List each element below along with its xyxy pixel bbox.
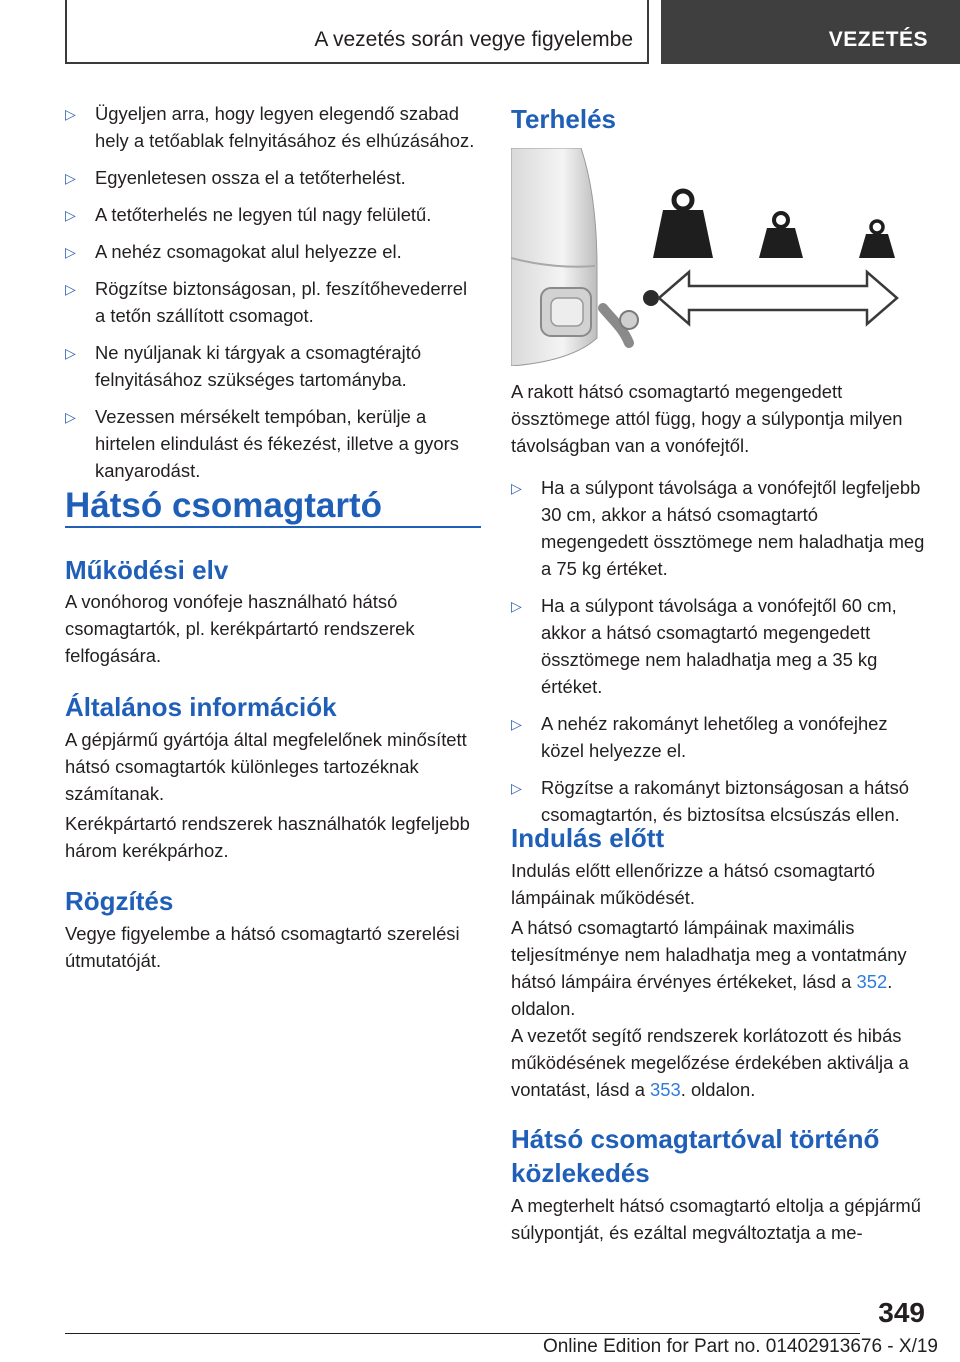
triangle-bullet-icon: ▷: [511, 716, 522, 732]
heading-driving-with-carrier: Hátsó csomagtartóval történő közlekedés: [511, 1124, 880, 1188]
load-distance-illustration: [511, 148, 925, 366]
list-item: ▷ Rögzítse biztonságosan, pl. feszítőhevederrel a tetőn szállított csomagot.: [65, 278, 468, 326]
list-item: ▷ A nehéz rakományt lehetőleg a vonófejhez közel helyezze el.: [511, 713, 888, 761]
figure-caption: A rakott hátsó csomagtartó megengedett össztömege attól függ, hogy a súlypontja milyen távolságban van a vonófejtől.: [511, 381, 903, 456]
before-departure-text-3: A vezetőt segítő rendszerek korlátozott és hibás működésének megelőzése érdekében aktiválja a vontatást, lásd a 353. oldalon.: [511, 1025, 909, 1100]
triangle-bullet-icon: ▷: [511, 780, 522, 796]
heading-before-departure: Indulás előtt: [511, 823, 665, 853]
section-tab-label: VEZETÉS: [828, 28, 928, 51]
triangle-bullet-icon: ▷: [511, 480, 522, 496]
list-item: ▷ Ne nyúljanak ki tárgyak a csomagtérajtó felnyitásához szükséges tartományba.: [65, 342, 422, 390]
triangle-bullet-icon: ▷: [65, 207, 76, 223]
triangle-bullet-icon: ▷: [65, 409, 76, 425]
heading-load: Terhelés: [511, 104, 617, 134]
edition-footer: Online Edition for Part no. 01402913676 - X/19: [542, 1336, 938, 1357]
triangle-bullet-icon: ▷: [65, 281, 76, 297]
list-item: ▷ Ügyeljen arra, hogy legyen elegendő szabad hely a tetőablak felnyitásához és elhúzásához.: [65, 103, 475, 151]
heading-working-principle: Működési elv: [65, 555, 229, 585]
section-tab: [661, 0, 960, 64]
page-link-353[interactable]: 353: [650, 1079, 681, 1100]
weight-small-icon: [859, 221, 895, 258]
list-item: ▷ A tetőterhelés ne legyen túl nagy felületű.: [65, 201, 481, 228]
list-item: ▷ Vezessen mérsékelt tempóban, kerülje a hirtelen elindulást és fékezést, illetve a gyors kanyarodást.: [65, 406, 459, 481]
weight-medium-icon: [759, 213, 803, 258]
section-title-rule: [65, 526, 481, 528]
page-number: 349: [878, 1297, 925, 1328]
distance-arrow: [659, 272, 897, 324]
load-rules-list: [511, 474, 925, 828]
triangle-bullet-icon: ▷: [511, 598, 522, 614]
list-item: ▷ Ha a súlypont távolsága a vonófejtől 60 cm, akkor a hátsó csomagtartó megengedett össztömege nem haladhatja meg a 35 kg értéket.: [511, 595, 897, 697]
general-info-text-1: A gépjármű gyártója által megfelelőnek minősített hátsó csomagtartók különleges tartozéknak számítanak.: [65, 729, 467, 804]
general-info-text-2: Kerékpártartó rendszerek használhatók legfeljebb három kerékpárhoz.: [65, 813, 470, 861]
running-header: [65, 0, 649, 64]
working-principle-text: A vonóhorog vonófeje használható hátsó csomagtartók, pl. kerékpártartó rendszerek felfogására.: [65, 591, 415, 666]
tow-hitch-diagram: [511, 148, 925, 366]
heading-mounting: Rögzítés: [65, 886, 174, 916]
heading-general-info: Általános információk: [65, 692, 337, 722]
weight-large-icon: [653, 191, 713, 258]
list-item: ▷ Ha a súlypont távolsága a vonófejtől legfeljebb 30 cm, akkor a hátsó csomagtartó megengedett össztömege nem haladhatja meg a 75 kg értéket.: [511, 477, 925, 579]
footer-rule: [65, 1333, 860, 1334]
tow-ball: [643, 290, 659, 306]
triangle-bullet-icon: ▷: [65, 345, 76, 361]
mounting-text: Vegye figyelembe a hátsó csomagtartó szerelési útmutatóját.: [65, 923, 460, 971]
triangle-bullet-icon: ▷: [65, 106, 76, 122]
triangle-bullet-icon: ▷: [65, 244, 76, 260]
triangle-bullet-icon: ▷: [65, 170, 76, 186]
list-item: ▷ A nehéz csomagokat alul helyezze el.: [65, 238, 481, 265]
section-title: Hátsó csomagtartó: [65, 486, 383, 525]
header-title: A vezetés során vegye figyelembe: [314, 28, 633, 51]
roof-load-list: [65, 100, 481, 484]
driving-with-carrier-text: A megterhelt hátsó csomagtartó eltolja a gépjármű súlypontját, és ezáltal megváltoztatja a me-: [511, 1195, 921, 1243]
before-departure-text-2: A hátsó csomagtartó lámpáinak maximális teljesítménye nem haladhatja meg a vontatmány hátsó lámpáira érvényes értékeket, lásd a 352. oldalon.: [511, 917, 907, 1019]
list-item: ▷ Rögzítse a rakományt biztonságosan a hátsó csomagtartón, és biztosítsa elcsúszás ellen.: [511, 777, 910, 825]
page-link-352[interactable]: 352: [856, 971, 888, 992]
before-departure-text-1: Indulás előtt ellenőrizze a hátsó csomagtartó lámpáinak működését.: [511, 860, 875, 908]
list-item: ▷ Egyenletesen ossza el a tetőterhelést.: [65, 164, 481, 191]
